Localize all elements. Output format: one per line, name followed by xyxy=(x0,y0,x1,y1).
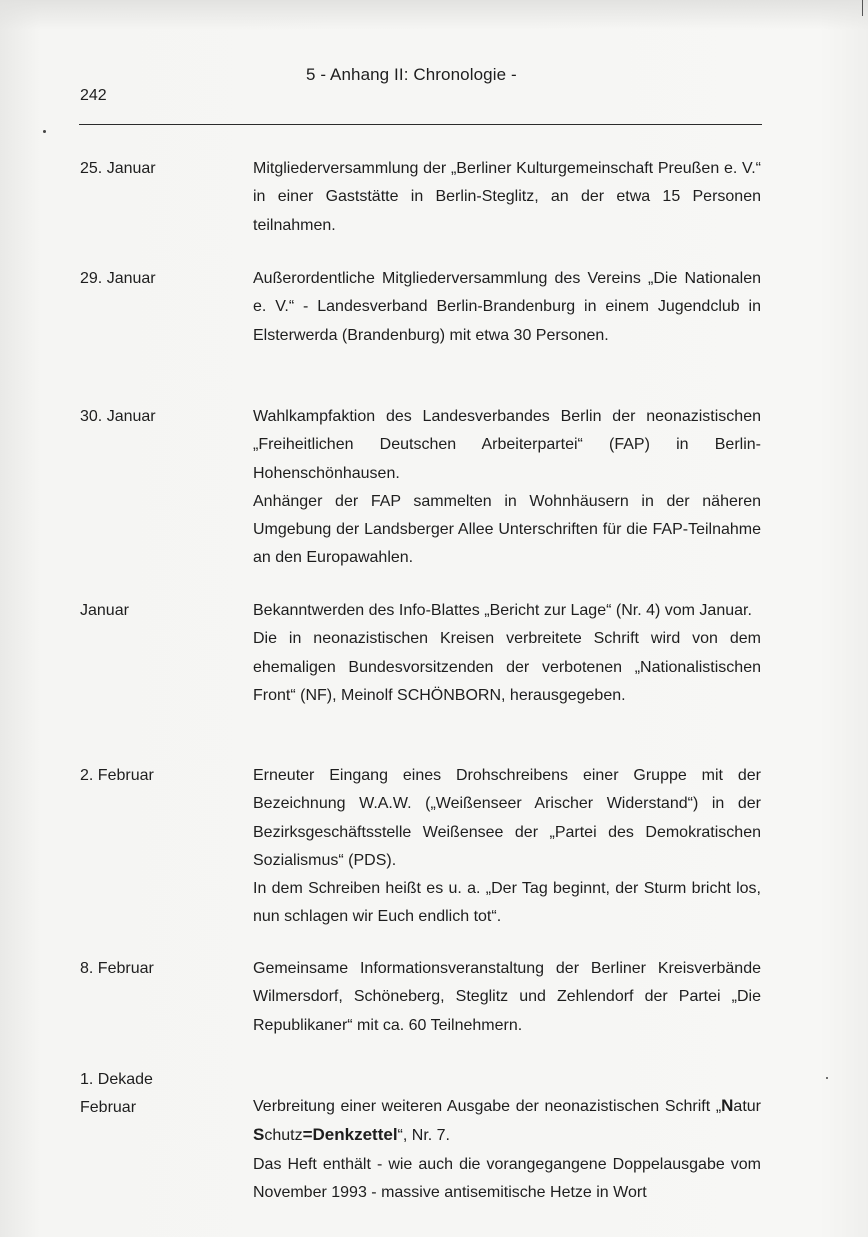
entry-date: 25. Januar xyxy=(80,160,156,177)
open-quote: „ xyxy=(715,1098,722,1115)
page-number: 242 xyxy=(80,87,107,104)
entry-date-line: 1. Dekade xyxy=(80,1071,153,1088)
scan-speck xyxy=(826,1077,828,1079)
scan-shadow xyxy=(0,0,868,30)
entry-paragraph: Wahlkampfaktion des Landesverbandes Berlin der neonazistischen „Freiheitlichen Deutschen Arbeiterpartei“ (FAP) in Berlin-Hohenschönhausen. xyxy=(253,408,761,482)
entry-date: 2. Februar xyxy=(80,767,154,784)
title-initial: N xyxy=(721,1096,734,1115)
header-rule xyxy=(79,124,762,125)
scan-edge-mark xyxy=(862,0,863,16)
entry-date-line: Februar xyxy=(80,1099,137,1116)
entry-text xyxy=(253,597,761,710)
entry-text xyxy=(253,155,761,240)
entry-text xyxy=(253,265,761,350)
title-part: atur xyxy=(733,1098,761,1115)
entry-date: 29. Januar xyxy=(80,270,156,287)
entry-paragraph: Die in neonazistischen Kreisen verbreitete Schrift wird von dem ehemaligen Bundesvorsitzenden der verbotenen „Nationalistischen Front“ (NF), Meinolf SCHÖNBORN, herausgegeben. xyxy=(253,630,761,704)
running-header: 5 - Anhang II: Chronologie - xyxy=(306,65,517,84)
entry-date: Januar xyxy=(80,602,129,619)
entry-paragraph: Erneuter Eingang eines Drohschreibens einer Gruppe mit der Bezeichnung W.A.W. („Weißenseer Arischer Widerstand“) in der Bezirksgeschäftsstelle Weißensee der „Partei des Demokratischen Sozialismus“ (PDS). xyxy=(253,767,761,869)
entry-paragraph: Bekanntwerden des Info-Blattes „Bericht zur Lage“ (Nr. 4) vom Januar. xyxy=(253,602,752,619)
entry-paragraph: Außerordentliche Mitgliederversammlung des Vereins „Die Nationalen e. V.“ - Landesverband Berlin-Brandenburg in einem Jugendclub in Elsterwerda (Brandenburg) mit etwa 30 Personen. xyxy=(253,270,761,344)
entry-text xyxy=(253,403,761,573)
close-quote: “ xyxy=(397,1127,403,1145)
scan-speck xyxy=(43,130,46,133)
entry-paragraph: In dem Schreiben heißt es u. a. „Der Tag beginnt, der Sturm bricht los, nun schlagen wir Euch endlich tot“. xyxy=(253,880,761,926)
entry-paragraph xyxy=(253,1092,761,1151)
entry-date xyxy=(80,1066,153,1122)
entry-paragraph: Anhänger der FAP sammelten in Wohnhäusern in der näheren Umgebung der Landsberger Allee Unterschriften für die FAP-Teilnahme an den Europawahlen. xyxy=(253,492,761,567)
entry-paragraph: Das Heft enthält - wie auch die vorangegangene Doppelausgabe vom November 1993 - massive antisemitische Hetze in Wort xyxy=(253,1155,761,1201)
title-part: chutz xyxy=(264,1127,303,1145)
title-tail: , Nr. 7. xyxy=(402,1127,450,1145)
entry-text xyxy=(253,955,761,1040)
title-bold-part: =Denkzettel xyxy=(302,1125,398,1145)
entry-date: 30. Januar xyxy=(80,408,156,425)
entry-intro: Verbreitung einer weiteren Ausgabe der neonazistischen Schrift xyxy=(253,1098,711,1115)
entry-text xyxy=(253,762,761,932)
entry-paragraph: Mitgliederversammlung der „Berliner Kulturgemeinschaft Preußen e. V.“ in einer Gaststätte in Berlin-Steglitz, an der etwa 15 Personen teilnahmen. xyxy=(253,160,761,234)
entry-date: 8. Februar xyxy=(80,960,154,977)
title-initial: S xyxy=(253,1125,265,1145)
entry-paragraph: Gemeinsame Informationsveranstaltung der Berliner Kreisverbände Wilmersdorf, Schöneberg, Steglitz und Zehlendorf der Partei „Die Republikaner“ mit ca. 60 Teilnehmern. xyxy=(253,960,761,1034)
entry-text xyxy=(253,1092,761,1207)
